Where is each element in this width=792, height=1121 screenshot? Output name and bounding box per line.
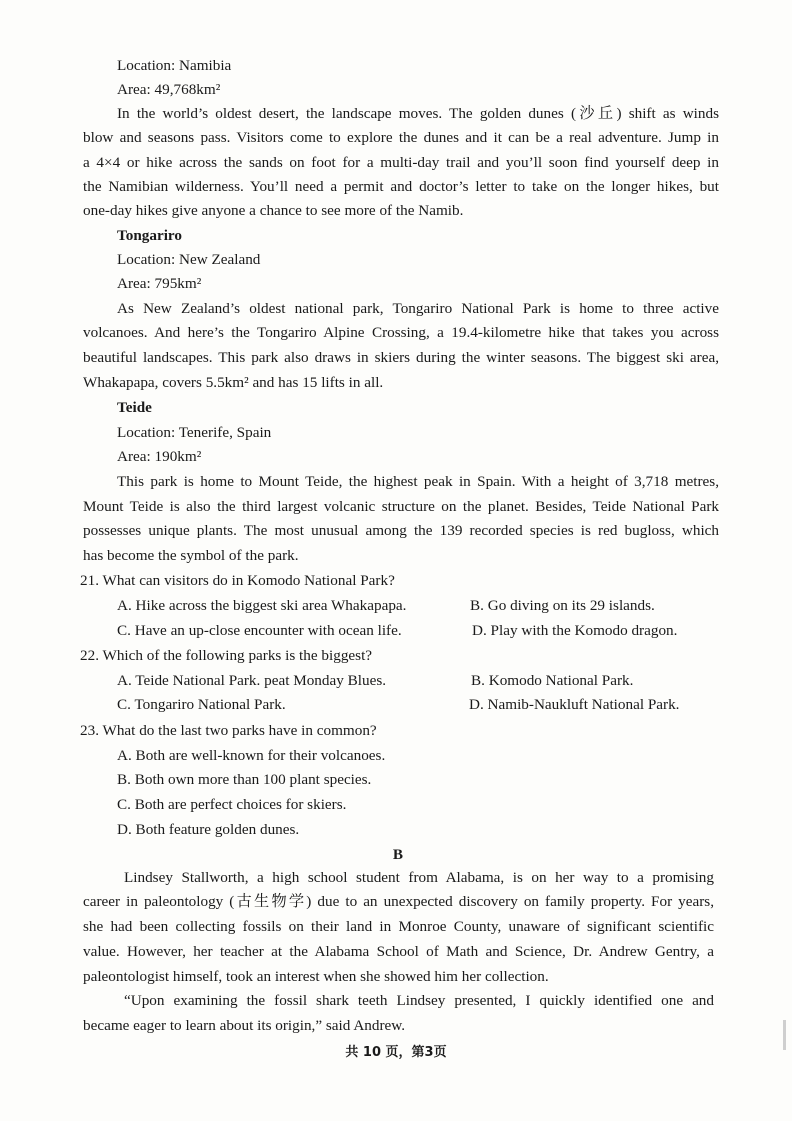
- namib-line-1: In the world’s oldest desert, the landscape moves. The golden dunes (沙丘) shift as winds: [117, 105, 719, 122]
- q22-option-c: C. Tongariro National Park.: [117, 696, 286, 713]
- passage-b-p2-line-1: “Upon examining the fossil shark teeth Lindsey presented, I quickly identified one and: [124, 992, 714, 1009]
- namib-line-2: blow and seasons pass. Visitors come to explore the dunes and it can be a real adventure. Jump in: [83, 129, 719, 146]
- passage-b-p1-line-5: paleontologist himself, took an interest when she showed him her collection.: [83, 968, 549, 985]
- q21-option-d: D. Play with the Komodo dragon.: [472, 622, 678, 639]
- passage-b-p1-line-1: Lindsey Stallworth, a high school student from Alabama, is on her way to a promising: [124, 869, 714, 886]
- tongariro-area: Area: 795km²: [117, 275, 202, 292]
- q22-option-b: B. Komodo National Park.: [471, 672, 634, 689]
- namib-line-3: a 4×4 or hike across the sands on foot for a multi-day trail and you’ll soon find yourself deep in: [83, 154, 719, 171]
- q23-stem: 23. What do the last two parks have in common?: [80, 722, 377, 739]
- namib-area: Area: 49,768km²: [117, 81, 221, 98]
- namib-line-4: the Namibian wilderness. You’ll need a permit and doctor’s letter to take on the longer hikes, but: [83, 178, 719, 195]
- q21-option-b: B. Go diving on its 29 islands.: [470, 597, 655, 614]
- q21-option-c: C. Have an up-close encounter with ocean life.: [117, 622, 402, 639]
- passage-b-p1-line-4: value. However, her teacher at the Alabama School of Math and Science, Dr. Andrew Gentry, a: [83, 943, 714, 960]
- passage-b-heading: B: [392, 846, 404, 863]
- tongariro-line-3: beautiful landscapes. This park also draws in skiers during the winter seasons. The biggest ski area,: [83, 349, 719, 366]
- q23-option-c: C. Both are perfect choices for skiers.: [117, 796, 347, 813]
- tongariro-location: Location: New Zealand: [117, 251, 261, 268]
- q22-option-d: D. Namib-Naukluft National Park.: [469, 696, 680, 713]
- namib-location: Location: Namibia: [117, 57, 232, 74]
- teide-line-3: possesses unique plants. The most unusual among the 139 recorded species is red bugloss, which: [83, 522, 719, 539]
- q22-option-a: A. Teide National Park. peat Monday Blues.: [117, 672, 387, 689]
- teide-location: Location: Tenerife, Spain: [117, 424, 272, 441]
- page-footer: 共 10 页，第3页: [345, 1045, 447, 1060]
- q23-option-d: D. Both feature golden dunes.: [117, 821, 300, 838]
- passage-b-p1-line-3: she had been collecting fossils on their land in Monroe County, unaware of significant scientific: [83, 918, 714, 935]
- teide-line-2: Mount Teide is also the third largest volcanic structure on the planet. Besides, Teide National Park: [83, 498, 719, 515]
- tongariro-line-1: As New Zealand’s oldest national park, Tongariro National Park is home to three active: [117, 300, 719, 317]
- tongariro-heading: Tongariro: [117, 227, 182, 244]
- q22-stem: 22. Which of the following parks is the biggest?: [80, 647, 373, 664]
- q21-stem: 21. What can visitors do in Komodo National Park?: [80, 572, 395, 589]
- teide-heading: Teide: [117, 399, 152, 416]
- scan-edge-mark: [783, 1020, 786, 1050]
- namib-line-5: one-day hikes give anyone a chance to see more of the Namib.: [83, 202, 464, 219]
- passage-b-p1-line-2: career in paleontology (古生物学) due to an unexpected discovery on family property. For years,: [83, 893, 714, 910]
- tongariro-line-2: volcanoes. And here’s the Tongariro Alpine Crossing, a 19.4-kilometre hike that takes you across: [83, 324, 719, 341]
- teide-line-1: This park is home to Mount Teide, the highest peak in Spain. With a height of 3,718 metres,: [117, 473, 719, 490]
- passage-b-p2-line-2: became eager to learn about its origin,” said Andrew.: [83, 1017, 406, 1034]
- teide-line-4: has become the symbol of the park.: [83, 547, 299, 564]
- teide-area: Area: 190km²: [117, 448, 202, 465]
- q23-option-b: B. Both own more than 100 plant species.: [117, 771, 372, 788]
- q23-option-a: A. Both are well-known for their volcanoes.: [117, 747, 386, 764]
- q21-option-a: A. Hike across the biggest ski area Whakapapa.: [117, 597, 407, 614]
- tongariro-line-4: Whakapapa, covers 5.5km² and has 15 lifts in all.: [83, 374, 384, 391]
